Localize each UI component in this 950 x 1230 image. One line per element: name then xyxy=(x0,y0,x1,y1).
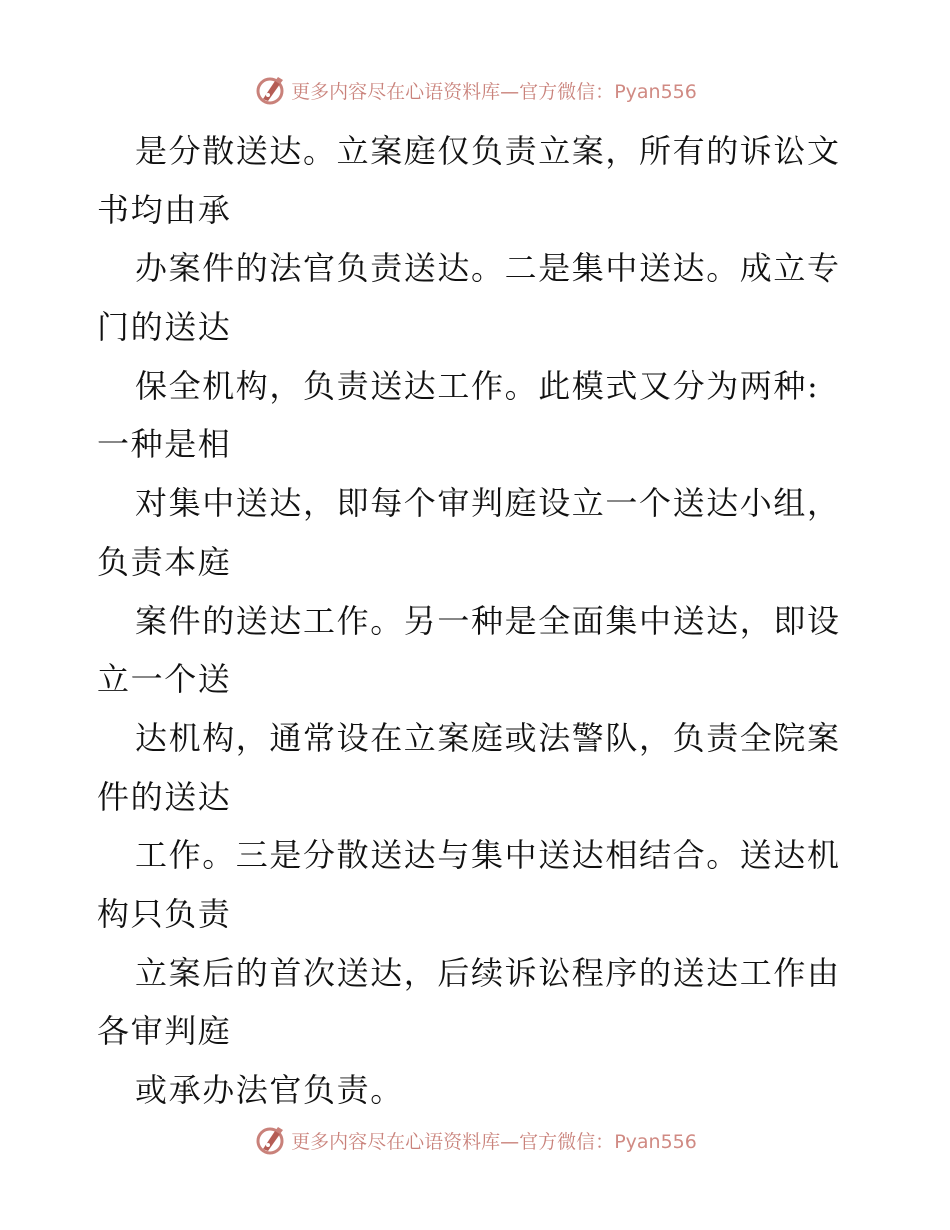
text-line: 是分散送达。立案庭仅负责立案，所有的诉讼文 xyxy=(135,132,841,170)
watermark-separator: — xyxy=(500,80,520,103)
watermark-site-name: 更多内容尽在心语资料库 xyxy=(291,1130,501,1153)
text-line: 立案后的首次送达，后续诉讼程序的送达工作由 xyxy=(135,953,841,992)
text-line: 办案件的法官负责送达。二是集中送达。成立专 xyxy=(135,249,841,288)
pen-nib-circle-icon xyxy=(253,73,287,107)
text-line: 案件的送达工作。另一种是全面集中送达，即设 xyxy=(135,601,841,640)
text-line: 工作。三是分散送达与集中送达相结合。送达机 xyxy=(135,836,841,875)
text-line: 立一个送 xyxy=(97,660,232,699)
text-line: 书均由承 xyxy=(97,190,232,229)
text-line: 构只负责 xyxy=(97,894,232,933)
watermark-separator: — xyxy=(500,1130,520,1153)
text-line: 负责本庭 xyxy=(97,542,232,581)
watermark-text xyxy=(291,77,697,104)
header-watermark xyxy=(0,70,950,110)
text-line: 件的送达 xyxy=(97,777,232,816)
watermark-wechat-label: 官方微信： xyxy=(519,1130,615,1153)
watermark-wechat-label: 官方微信： xyxy=(519,80,615,103)
text-line: 各审判庭 xyxy=(97,1012,232,1051)
watermark-wechat-id: Pyan556 xyxy=(614,80,697,103)
watermark-site-name: 更多内容尽在心语资料库 xyxy=(291,80,501,103)
document-body xyxy=(97,122,867,1120)
footer-watermark xyxy=(0,1120,950,1160)
text-line: 对集中送达，即每个审判庭设立一个送达小组， xyxy=(135,484,841,523)
text-line: 门的送达 xyxy=(97,308,232,347)
text-line: 达机构，通常设在立案庭或法警队，负责全院案 xyxy=(135,718,841,757)
text-line: 或承办法官负责。 xyxy=(135,1071,404,1109)
pen-nib-circle-icon xyxy=(253,1123,287,1157)
watermark-wechat-id: Pyan556 xyxy=(614,1130,697,1153)
text-line: 一种是相 xyxy=(97,425,232,464)
text-line: 保全机构，负责送达工作。此模式又分为两种: xyxy=(135,366,820,405)
watermark-text xyxy=(291,1127,697,1154)
